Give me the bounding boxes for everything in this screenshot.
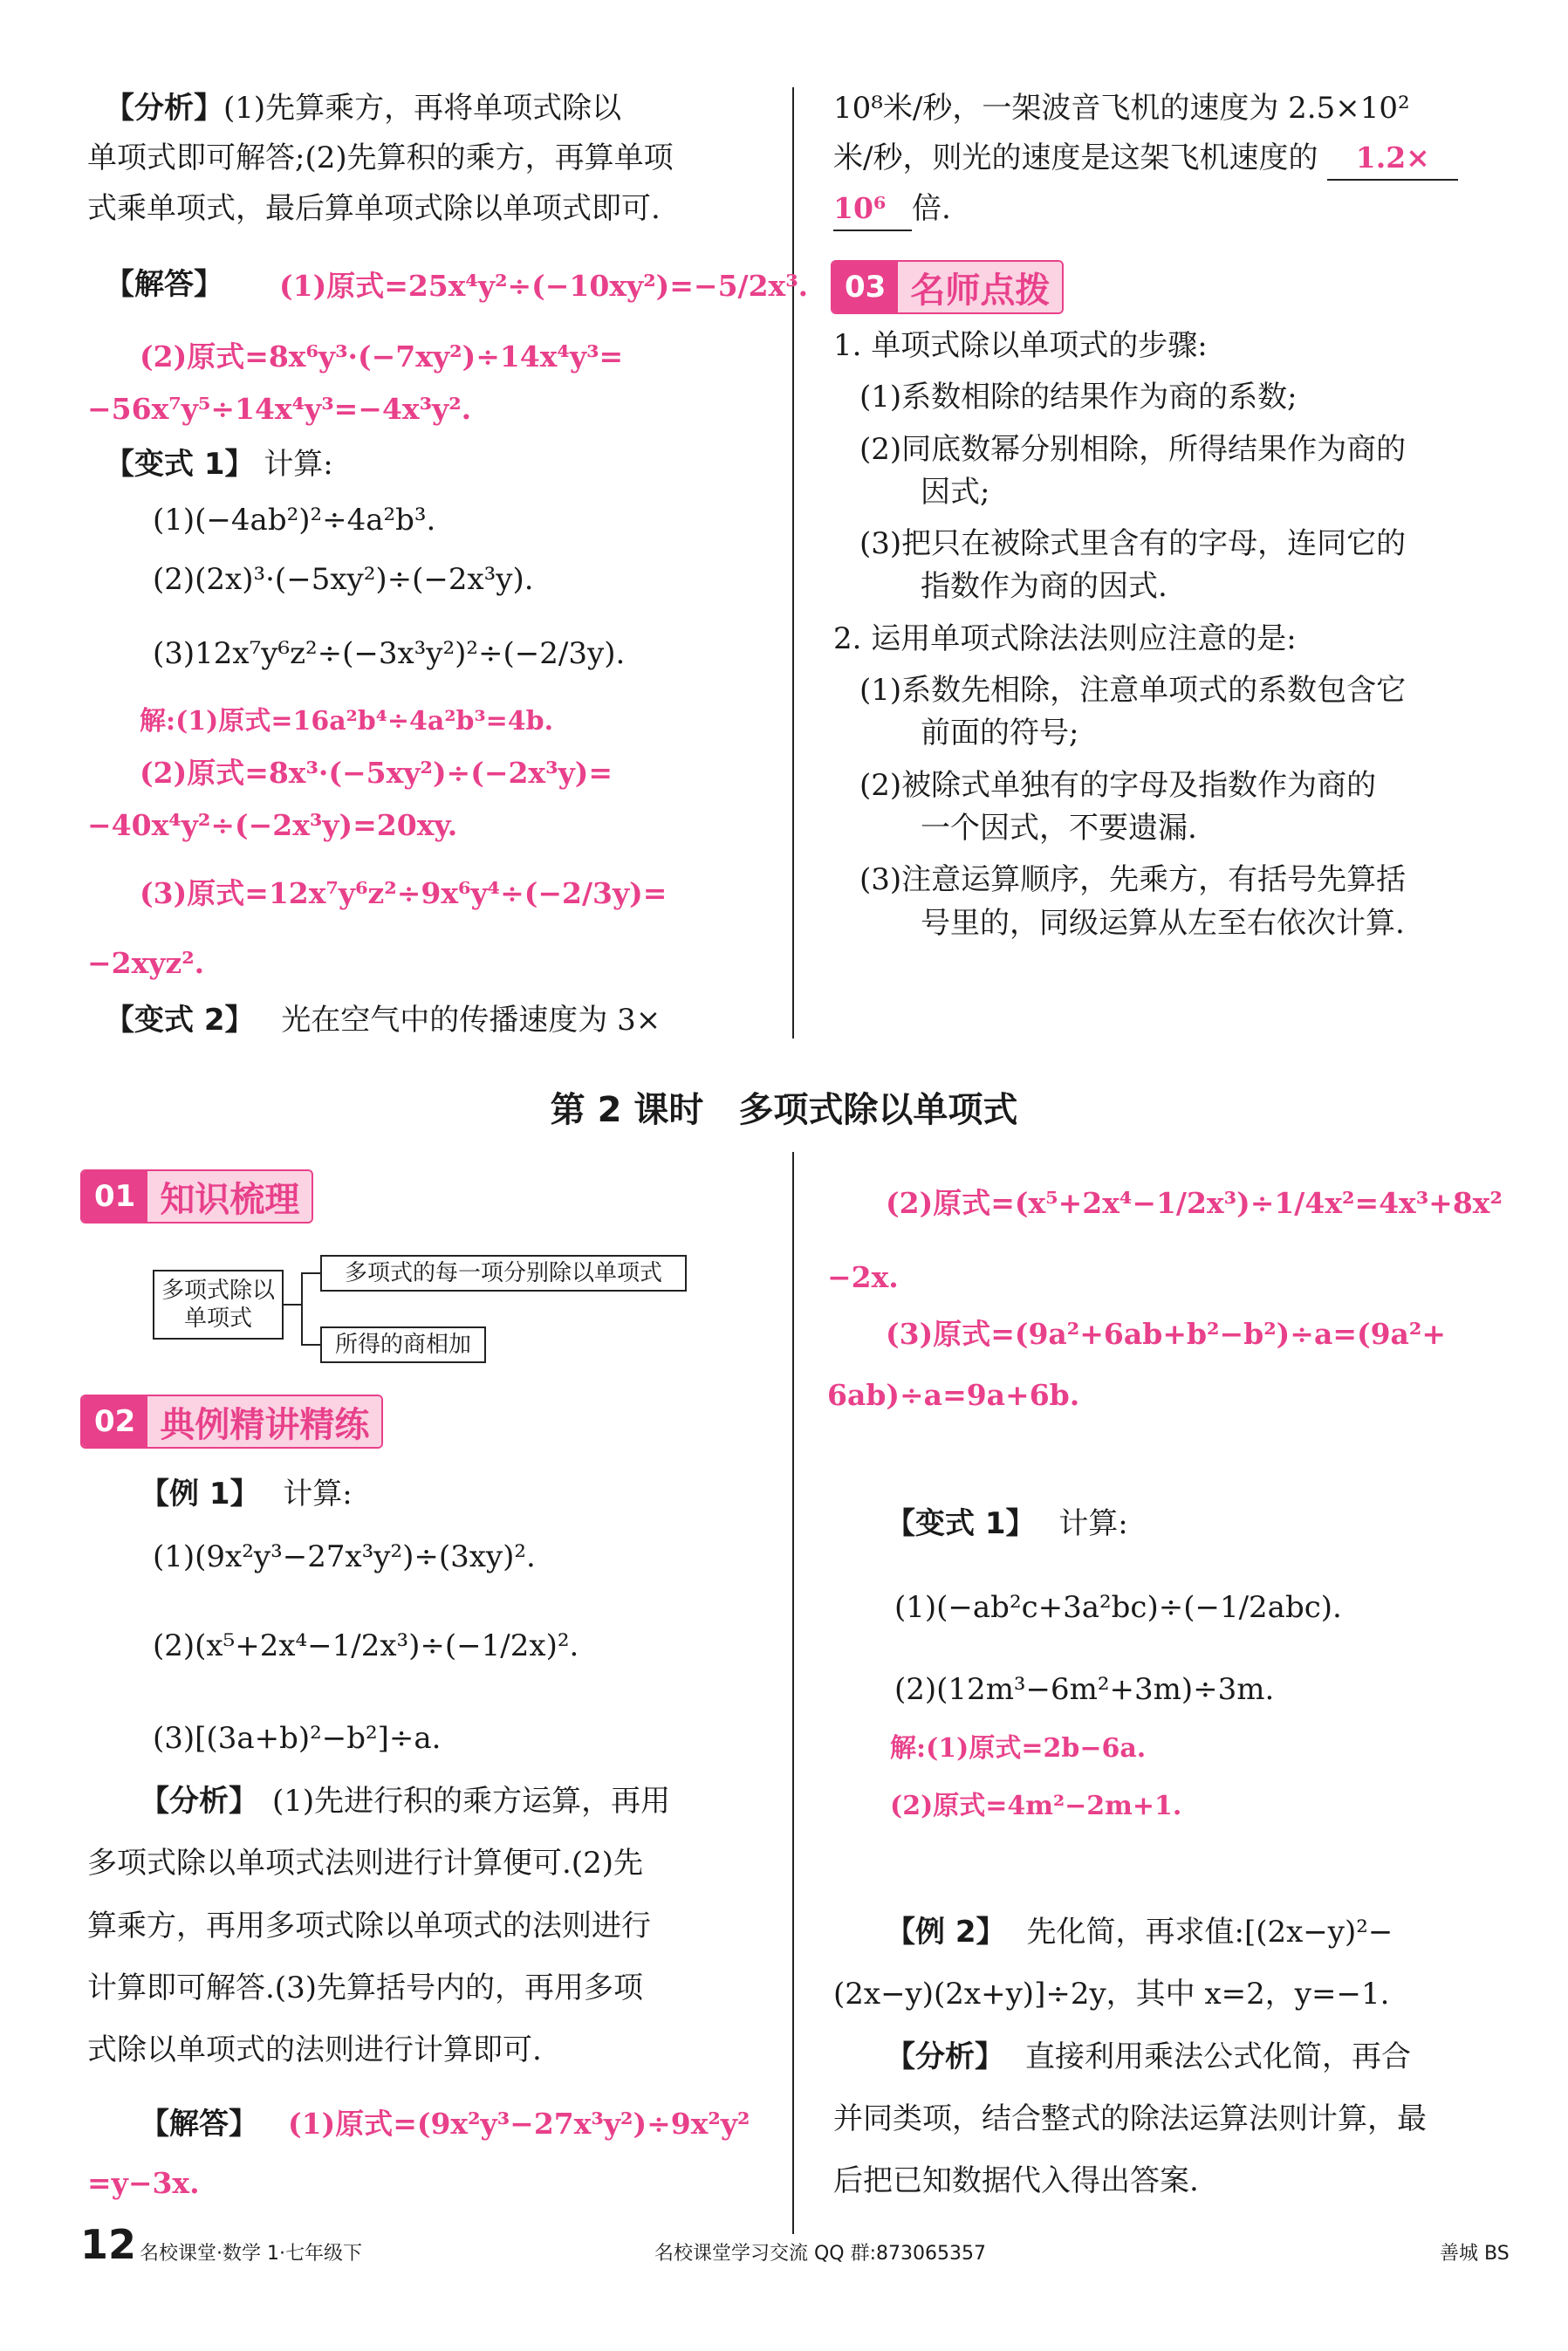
example1-q2: (2)(x⁵+2x⁴−1/2x³)÷(−1/2x)². xyxy=(153,1628,579,1663)
variant2-title: 【变式 2】 光在空气中的传播速度为 3× xyxy=(105,1003,661,1038)
example1-answer-label: 【解答】 xyxy=(140,2107,258,2142)
variant1-a3-line1: (3)原式=12x⁷y⁶z²÷9x⁶y⁴÷(−2/3y)= xyxy=(140,876,668,910)
example2: 【例 2】 先化简，再求值:[(2x−y)²− (2x−y)(2x+y)]÷2y，其中 x=2，y=−1. 【分析】 直接利用乘法公式化简，再合 并同类项，结合整式的除法运算法则计算，最 后把已知数据代入得出答案. xyxy=(833,1915,1427,2199)
example1-analysis: 【分析】 (1)先进行积的乘方运算，再用 多项式除以单项式法则进行计算便可.(2)先 算乘方，再用多项式除以单项式的法则进行 计算即可解答.(3)先算括号内的，再用多项 式除以单项式的法则进行计算即可. xyxy=(87,1784,671,2068)
section-01-badge xyxy=(80,1169,313,1223)
section-01-number: 01 xyxy=(82,1171,147,1222)
fill-blank-answer-b: 10⁶ xyxy=(833,188,912,231)
section-03-title: 名师点拨 xyxy=(898,262,1062,312)
variant1-title: 【变式 1】 计算: xyxy=(105,447,333,482)
footer-book: 名校课堂·数学 1·七年级下 xyxy=(140,2243,362,2265)
example1-answer3-line2: 6ab)÷a=9a+6b. xyxy=(827,1378,1080,1412)
variant1-b-q2: (2)(12m³−6m²+3m)÷3m. xyxy=(894,1672,1275,1707)
variant1-b-a1: 解:(1)原式=2b−6a. xyxy=(890,1733,1147,1764)
diagram-branch-1: 多项式的每一项分别除以单项式 xyxy=(320,1255,687,1292)
example1-answer3-line1: (3)原式=(9a²+6ab+b²−b²)÷a=(9a²+ xyxy=(886,1317,1447,1351)
variant1-a1: 解:(1)原式=16a²b⁴÷4a²b³=4b. xyxy=(140,706,554,737)
example1-answer1-line1: (1)原式=(9x²y³−27x³y²)÷9x²y² xyxy=(288,2107,750,2141)
footer-right: 善城 BS xyxy=(1440,2243,1510,2265)
example1-answer2-line1: (2)原式=(x⁵+2x⁴−1/2x³)÷1/4x²=4x³+8x² xyxy=(886,1186,1503,1220)
variant1-q3: (3)12x⁷y⁶z²÷(−3x³y²)²÷(−2/3y). xyxy=(153,636,626,671)
footer-center: 名校课堂学习交流 QQ 群:873065357 xyxy=(654,2243,987,2265)
section-03-number: 03 xyxy=(832,262,898,312)
example1-q1: (1)(9x²y³−27x³y²)÷(3xy)². xyxy=(153,1539,536,1574)
example1-title: 【例 1】 计算: xyxy=(140,1477,353,1511)
answer-2-line1: (2)原式=8x⁶y³·(−7xy²)÷14x⁴y³= xyxy=(140,339,624,374)
page-number: 12 xyxy=(80,2221,137,2268)
column-divider-top xyxy=(792,87,794,1038)
diagram-connector-top xyxy=(301,1272,320,1274)
diagram-branch-2: 所得的商相加 xyxy=(320,1326,486,1363)
analysis-label: 【分析】 xyxy=(105,91,223,126)
variant1-b-a2: (2)原式=4m²−2m+1. xyxy=(890,1791,1182,1821)
section-01-title: 知识梳理 xyxy=(147,1171,312,1222)
analysis-block: 【分析】(1)先算乘方，再将单项式除以 单项式即可解答;(2)先算积的乘方，再算单项 式乘单项式，最后算单项式除以单项式即可. xyxy=(87,91,674,226)
answer-1: (1)原式=25x⁴y²÷(−10xy²)=−5/2x³. xyxy=(279,269,809,303)
diagram-root: 多项式除以单项式 xyxy=(153,1270,284,1340)
example1-q3: (3)[(3a+b)²−b²]÷a. xyxy=(153,1721,442,1756)
answer-label: 【解答】 xyxy=(105,267,223,302)
diagram-connector-h xyxy=(284,1304,301,1306)
variant1-b-q1: (1)(−ab²c+3a²bc)÷(−1/2abc). xyxy=(894,1590,1342,1625)
variant2-continued: 10⁸米/秒，一架波音飞机的速度为 2.5×10² 米/秒，则光的速度是这架飞机速度的 1.2× 10⁶ 倍. xyxy=(833,87,1514,231)
section-02-title: 典例精讲精练 xyxy=(147,1396,381,1447)
variant1-a3-line2: −2xyz². xyxy=(87,946,205,980)
section-02-badge xyxy=(80,1395,383,1449)
diagram-connector-v xyxy=(301,1272,303,1346)
example1-answer2-line2: −2x. xyxy=(827,1260,899,1294)
fill-blank-answer-a: 1.2× xyxy=(1327,137,1458,181)
diagram-connector-bottom xyxy=(301,1344,320,1346)
lesson-heading: 第 2 课时 多项式除以单项式 xyxy=(550,1090,1018,1130)
teacher-tips: 1. 单项式除以单项式的步骤: (1)系数相除的结果作为商的系数; (2)同底数幂分别相除，所得结果作为商的 因式; (3)把只在被除式里含有的字母，连同它的 指数作为商的因式. 2. 运用单项式除法法则应注意的是: (1)系数先相除，注意单项式的系数包含它 前面的符号; (2)被除式单独有的字母及指数作为商的 一个因式，不要遗漏. (3)注意运算顺序，先乘方，有括号先算括 号里的，同级运算从左至右依次计算. xyxy=(833,328,1407,941)
variant1-q1: (1)(−4ab²)²÷4a²b³. xyxy=(153,503,436,538)
variant1-a2-line2: −40x⁴y²÷(−2x³y)=20xy. xyxy=(87,808,458,842)
variant1-b-title: 【变式 1】 计算: xyxy=(886,1506,1128,1541)
variant1-a2-line1: (2)原式=8x³·(−5xy²)÷(−2x³y)= xyxy=(140,756,613,790)
section-02-number: 02 xyxy=(82,1396,147,1447)
example1-answer1-line2: =y−3x. xyxy=(87,2166,200,2200)
variant1-q2: (2)(2x)³·(−5xy²)÷(−2x³y). xyxy=(153,562,534,597)
section-03-badge xyxy=(831,260,1064,314)
column-divider-bottom xyxy=(792,1152,794,2234)
answer-2-line2: −56x⁷y⁵÷14x⁴y³=−4x³y². xyxy=(87,392,472,426)
